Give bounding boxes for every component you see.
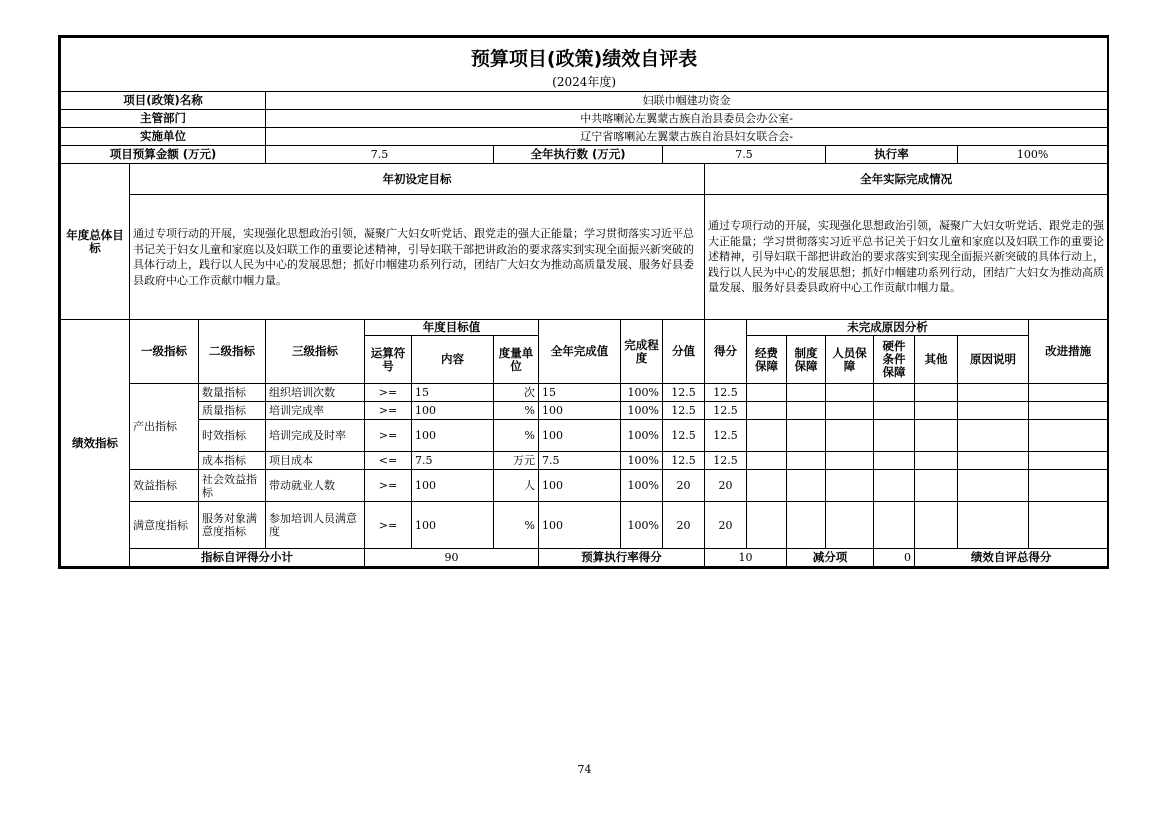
indicator-l2: 质量指标 xyxy=(199,402,266,420)
project-name: 妇联巾帼建功资金 xyxy=(266,92,1108,110)
reason-cell xyxy=(826,384,874,402)
reason-other-header: 其他 xyxy=(915,336,958,384)
subtotal-value: 90 xyxy=(365,549,539,567)
annual-goal-label: 年度总体目标 xyxy=(61,164,130,320)
reason-cell xyxy=(958,502,1029,549)
improve-cell xyxy=(1029,402,1108,420)
reason-cell xyxy=(958,420,1029,452)
subtotal-label: 指标自评得分小计 xyxy=(130,549,365,567)
total-score-label: 绩效自评总得分 xyxy=(915,549,1108,567)
reason-cell xyxy=(874,502,915,549)
indicator-unit: % xyxy=(494,402,539,420)
reason-cell xyxy=(747,502,787,549)
rate-value: 100% xyxy=(958,146,1108,164)
set-goal-header: 年初设定目标 xyxy=(130,164,705,195)
evaluation-table xyxy=(60,37,1108,567)
reason-cell xyxy=(826,420,874,452)
reason-cell xyxy=(787,384,826,402)
indicator-actual: 100 xyxy=(539,470,621,502)
indicator-degree: 100% xyxy=(621,470,663,502)
report-year: (2024年度) xyxy=(61,74,1108,92)
indicator-operator: >= xyxy=(365,470,412,502)
reason-cell xyxy=(915,470,958,502)
unit-label: 实施单位 xyxy=(61,128,266,146)
indicator-degree: 100% xyxy=(621,502,663,549)
reason-cell xyxy=(747,402,787,420)
reason-cell xyxy=(958,470,1029,502)
actual-goal-header: 全年实际完成情况 xyxy=(705,164,1108,195)
indicator-value: 12.5 xyxy=(663,420,705,452)
reason-cell xyxy=(826,402,874,420)
budget-score-label: 预算执行率得分 xyxy=(539,549,705,567)
unit-header: 度量单位 xyxy=(494,336,539,384)
reason-fund-header: 经费保障 xyxy=(747,336,787,384)
budget-value: 7.5 xyxy=(266,146,494,164)
exec-label: 全年执行数 (万元) xyxy=(494,146,663,164)
dept-value: 中共喀喇沁左翼蒙古族自治县委员会办公室- xyxy=(266,110,1108,128)
reason-cell xyxy=(915,420,958,452)
indicator-l1: 满意度指标 xyxy=(130,502,199,549)
reason-cell xyxy=(747,452,787,470)
reason-cell xyxy=(874,470,915,502)
reason-cell xyxy=(874,384,915,402)
indicator-operator: >= xyxy=(365,384,412,402)
indicator-value: 12.5 xyxy=(663,402,705,420)
indicator-score: 20 xyxy=(705,470,747,502)
indicator-l3: 带动就业人数 xyxy=(266,470,365,502)
reason-cell xyxy=(915,452,958,470)
reason-cell xyxy=(826,452,874,470)
unit-value: 辽宁省喀喇沁左翼蒙古族自治县妇女联合会- xyxy=(266,128,1108,146)
indicator-l2: 数量指标 xyxy=(199,384,266,402)
reason-cell xyxy=(915,502,958,549)
indicator-content: 100 xyxy=(412,420,494,452)
improve-cell xyxy=(1029,452,1108,470)
indicator-content: 100 xyxy=(412,502,494,549)
reason-cell xyxy=(874,402,915,420)
reason-cell xyxy=(958,452,1029,470)
indicator-l1: 产出指标 xyxy=(130,384,199,470)
improve-cell xyxy=(1029,384,1108,402)
score-value-header: 分值 xyxy=(663,320,705,384)
indicator-value: 20 xyxy=(663,502,705,549)
indicator-content: 100 xyxy=(412,402,494,420)
indicator-l1: 效益指标 xyxy=(130,470,199,502)
content-header: 内容 xyxy=(412,336,494,384)
target-group-header: 年度目标值 xyxy=(365,320,539,336)
indicator-operator: >= xyxy=(365,402,412,420)
reason-cell xyxy=(747,384,787,402)
page-title: 预算项目(政策)绩效自评表 xyxy=(61,38,1108,74)
reason-cell xyxy=(747,470,787,502)
reason-note-header: 原因说明 xyxy=(958,336,1029,384)
indicator-unit: 万元 xyxy=(494,452,539,470)
level2-header: 二级指标 xyxy=(199,320,266,384)
indicator-unit: % xyxy=(494,420,539,452)
reason-cell xyxy=(747,420,787,452)
indicator-actual: 7.5 xyxy=(539,452,621,470)
reason-cell xyxy=(787,502,826,549)
exec-value: 7.5 xyxy=(663,146,826,164)
indicator-value: 20 xyxy=(663,470,705,502)
indicator-l2: 时效指标 xyxy=(199,420,266,452)
indicator-score: 12.5 xyxy=(705,420,747,452)
reason-cell xyxy=(915,384,958,402)
level1-header: 一级指标 xyxy=(130,320,199,384)
budget-score-value: 10 xyxy=(705,549,787,567)
reason-cell xyxy=(787,420,826,452)
indicator-operator: <= xyxy=(365,452,412,470)
reason-cell xyxy=(787,452,826,470)
indicator-unit: 次 xyxy=(494,384,539,402)
indicator-actual: 100 xyxy=(539,502,621,549)
reason-cell xyxy=(826,470,874,502)
indicator-degree: 100% xyxy=(621,402,663,420)
improve-cell xyxy=(1029,420,1108,452)
project-name-label: 项目(政策)名称 xyxy=(61,92,266,110)
indicator-score: 20 xyxy=(705,502,747,549)
reason-cell xyxy=(958,402,1029,420)
indicator-value: 12.5 xyxy=(663,384,705,402)
deduct-value: 0 xyxy=(874,549,915,567)
level3-header: 三级指标 xyxy=(266,320,365,384)
indicator-degree: 100% xyxy=(621,452,663,470)
dept-label: 主管部门 xyxy=(61,110,266,128)
improve-cell xyxy=(1029,502,1108,549)
improve-cell xyxy=(1029,470,1108,502)
actual-goal-text: 通过专项行动的开展，实现强化思想政治引领，凝聚广大妇女听党话、跟党走的强大正能量；学习贯彻落实习近平总书记关于妇女儿童和家庭以及妇联工作的重要论述精神，引导妇联干部把讲政治的要求落实到实现全面振兴新突破的具体行动上，践行以人民为中心的发展思想；抓好巾帼建功系列行动，团结广大妇女为推动高质量发展、服务好县委县政府中心工作贡献巾帼力量。 xyxy=(705,195,1108,320)
reason-cell xyxy=(787,470,826,502)
indicator-l3: 参加培训人员满意度 xyxy=(266,502,365,549)
indicator-score: 12.5 xyxy=(705,402,747,420)
reason-cell xyxy=(826,502,874,549)
indicator-l3: 培训完成及时率 xyxy=(266,420,365,452)
reason-group-header: 未完成原因分析 xyxy=(747,320,1029,336)
indicator-l2: 社会效益指标 xyxy=(199,470,266,502)
indicator-degree: 100% xyxy=(621,420,663,452)
actual-header: 全年完成值 xyxy=(539,320,621,384)
reason-cell xyxy=(958,384,1029,402)
deduct-label: 减分项 xyxy=(787,549,874,567)
indicator-actual: 100 xyxy=(539,420,621,452)
indicator-unit: % xyxy=(494,502,539,549)
reason-hardware-header: 硬件条件保障 xyxy=(874,336,915,384)
page-number: 74 xyxy=(577,763,592,776)
budget-label: 项目预算金额 (万元) xyxy=(61,146,266,164)
evaluation-sheet xyxy=(58,35,1109,569)
indicator-score: 12.5 xyxy=(705,452,747,470)
improve-header: 改进措施 xyxy=(1029,320,1108,384)
indicator-degree: 100% xyxy=(621,384,663,402)
score-header: 得分 xyxy=(705,320,747,384)
rate-label: 执行率 xyxy=(826,146,958,164)
reason-cell xyxy=(915,402,958,420)
reason-staff-header: 人员保障 xyxy=(826,336,874,384)
degree-header: 完成程度 xyxy=(621,320,663,384)
indicator-value: 12.5 xyxy=(663,452,705,470)
performance-indicators-label: 绩效指标 xyxy=(61,320,130,567)
set-goal-text: 通过专项行动的开展，实现强化思想政治引领，凝聚广大妇女听党话、跟党走的强大正能量；学习贯彻落实习近平总书记关于妇女儿童和家庭以及妇联工作的重要论述精神，引导妇联干部把讲政治的要求落实到实现全面振兴新突破的具体行动上，践行以人民为中心的发展思想；抓好巾帼建功系列行动，团结广大妇女为推动高质量发展、服务好县委县政府中心工作贡献巾帼力量。 xyxy=(130,195,705,320)
indicator-content: 100 xyxy=(412,470,494,502)
indicator-operator: >= xyxy=(365,502,412,549)
reason-cell xyxy=(787,402,826,420)
indicator-score: 12.5 xyxy=(705,384,747,402)
indicator-content: 7.5 xyxy=(412,452,494,470)
indicator-l3: 项目成本 xyxy=(266,452,365,470)
indicator-content: 15 xyxy=(412,384,494,402)
indicator-actual: 100 xyxy=(539,402,621,420)
indicator-unit: 人 xyxy=(494,470,539,502)
indicator-l2: 成本指标 xyxy=(199,452,266,470)
indicator-actual: 15 xyxy=(539,384,621,402)
indicator-l2: 服务对象满意度指标 xyxy=(199,502,266,549)
indicator-operator: >= xyxy=(365,420,412,452)
indicator-l3: 组织培训次数 xyxy=(266,384,365,402)
operator-header: 运算符号 xyxy=(365,336,412,384)
reason-system-header: 制度保障 xyxy=(787,336,826,384)
reason-cell xyxy=(874,420,915,452)
indicator-l3: 培训完成率 xyxy=(266,402,365,420)
reason-cell xyxy=(874,452,915,470)
